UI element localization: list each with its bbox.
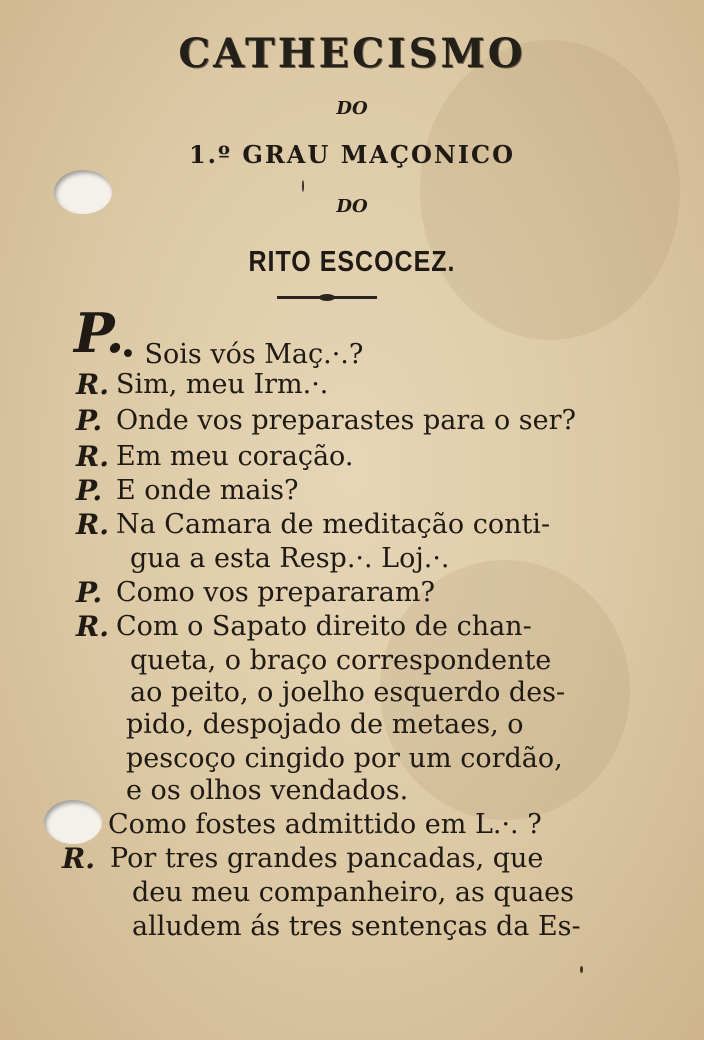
catechism-line: • Sois vós Maç.·.?	[120, 339, 364, 370]
line-marker: R.	[76, 440, 110, 473]
catechism-line: Com o Sapato direito de chan-	[116, 611, 532, 642]
punch-hole	[44, 800, 102, 844]
ornamental-rule	[277, 296, 377, 299]
catechism-line: pescoço cingido por um cordão,	[126, 743, 563, 774]
catechism-line: queta, o braço correspondente	[130, 645, 552, 676]
ink-speck	[580, 966, 583, 973]
catechism-line: ao peito, o joelho esquerdo des-	[130, 677, 566, 708]
line-marker: R.	[62, 842, 96, 875]
line-marker: P.	[76, 404, 103, 437]
catechism-line: pido, despojado de metaes, o	[126, 709, 524, 740]
ink-speck	[302, 180, 304, 192]
title-connector: DO	[336, 196, 368, 217]
catechism-line: Como vos prepararam?	[116, 577, 435, 608]
catechism-line: e os olhos vendados.	[126, 775, 409, 806]
line-marker: R.	[76, 368, 110, 401]
catechism-line: Como fostes admittido em L.·. ?	[108, 809, 542, 840]
paper-stain	[420, 40, 680, 340]
catechism-line: E onde mais?	[116, 475, 299, 506]
catechism-line: deu meu companheiro, as quaes	[132, 877, 575, 908]
catechism-line: alludem ás tres sentenças da Es-	[132, 911, 581, 942]
grade-title: 1.º GRAU MAÇONICO	[188, 140, 516, 169]
catechism-line: Em meu coração.	[116, 441, 354, 472]
catechism-line: Por tres grandes pancadas, que	[110, 843, 544, 874]
catechism-line: gua a esta Resp.·. Loj.·.	[130, 543, 450, 574]
book-title: CATHECISMO	[178, 30, 526, 77]
line-marker: P.	[76, 576, 103, 609]
line-marker: R.	[76, 610, 110, 643]
line-marker: P.	[76, 474, 103, 507]
catechism-line: Na Camara de meditação conti-	[116, 509, 551, 540]
rite-title: RITO ESCOCEZ.	[248, 245, 456, 279]
line-marker: R.	[76, 508, 110, 541]
catechism-line: Onde vos preparastes para o ser?	[116, 405, 577, 436]
title-connector: DO	[336, 98, 368, 119]
catechism-line: Sim, meu Irm.·.	[116, 369, 329, 400]
question-mark-letter: P.	[74, 301, 125, 365]
